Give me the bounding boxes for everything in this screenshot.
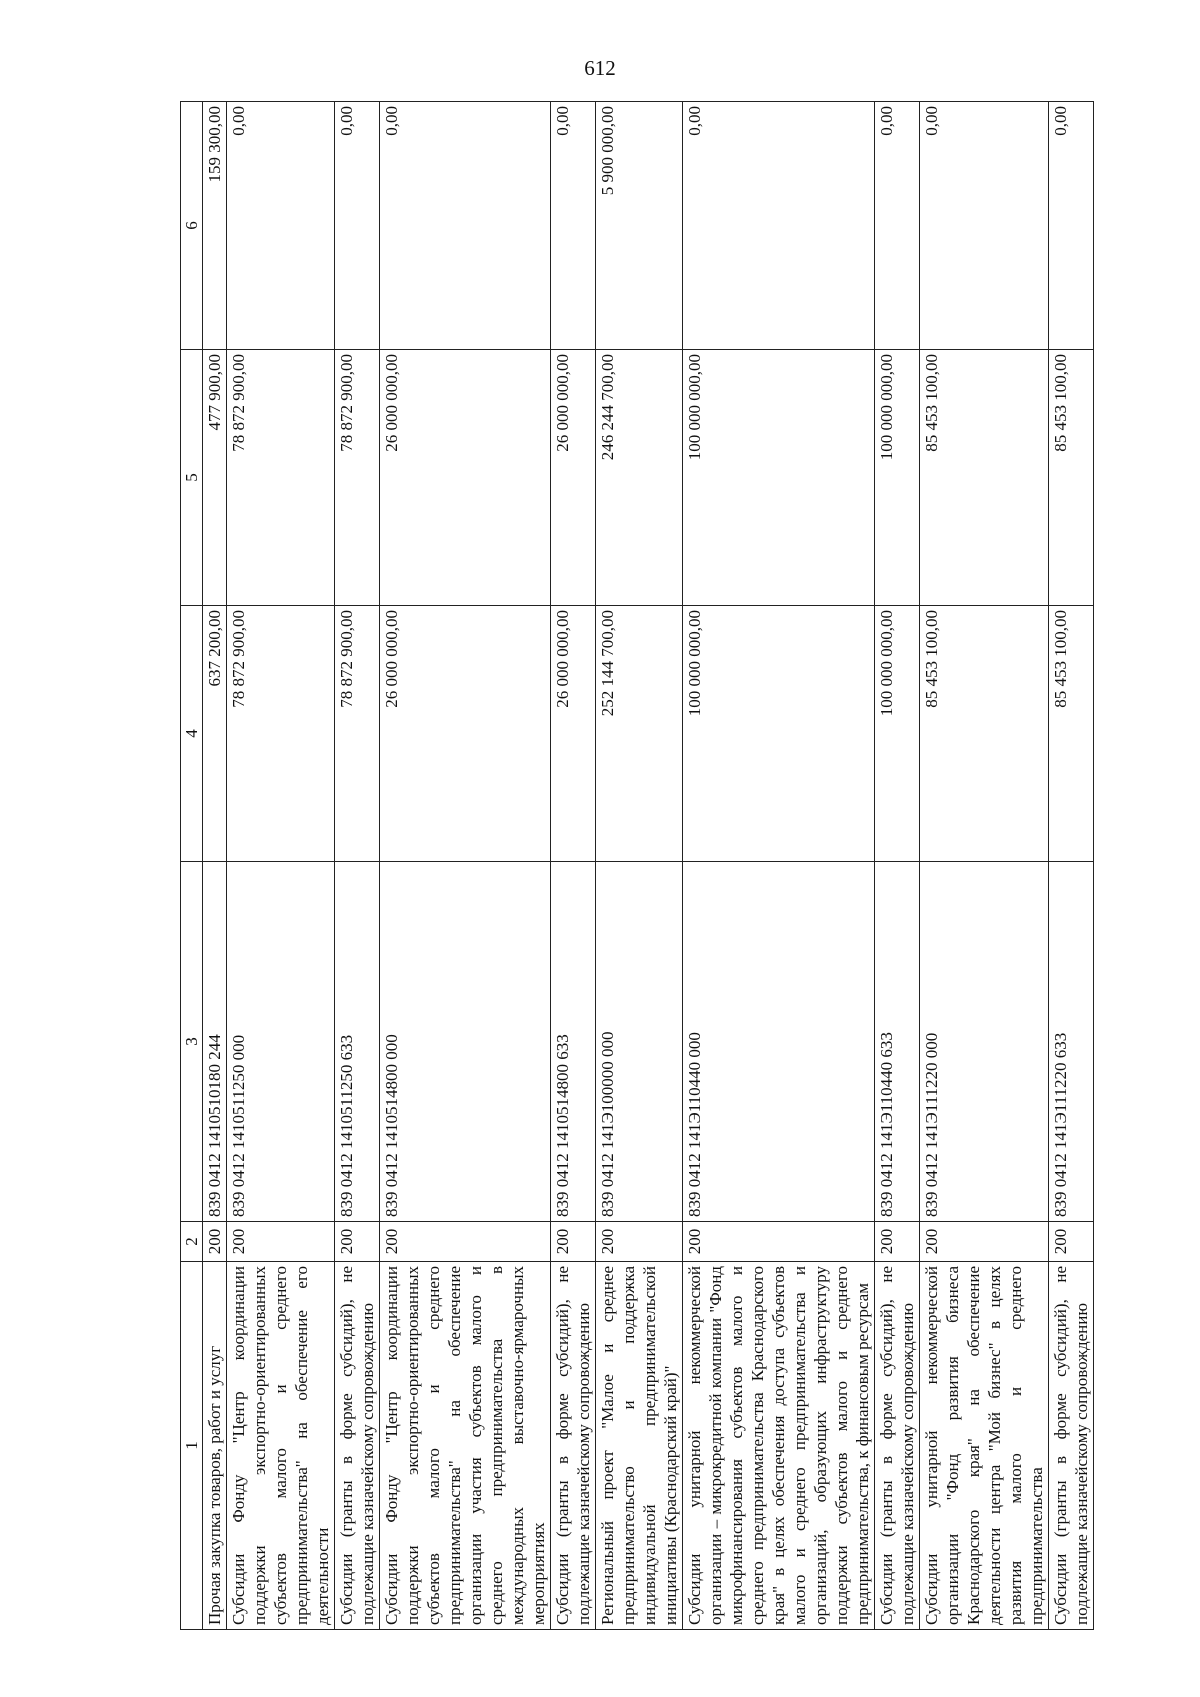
row-budget-code: 839 0412 1410514800 000 [380,862,551,1222]
table-row [875,102,920,1630]
row-col6-value: 0,00 [875,102,920,350]
table-row [683,102,875,1630]
row-admin-code: 200 [227,1222,335,1262]
row-name: Региональный проект "Малое и среднее предпринимательство и поддержка индивидуальной предпринимательской инициативы (Краснодарский край)" [596,1262,683,1630]
row-name: Субсидии (гранты в форме субсидий), не подлежащие казначейскому сопровождению [335,1262,380,1630]
row-col6-value: 0,00 [1049,102,1094,350]
row-name: Субсидии унитарной некоммерческой организации "Фонд развития бизнеса Краснодарского края" на обеспечение деятельности центра "Мой бизнес" в целях развития малого и среднего предпринимательства [920,1262,1049,1630]
row-col5-value: 26 000 000,00 [551,350,596,606]
table-row [380,102,551,1630]
header-col-3: 3 [181,862,203,1222]
row-col4-value: 85 453 100,00 [1049,606,1094,862]
row-budget-code: 839 0412 1410514800 633 [551,862,596,1222]
rotated-table-wrapper [180,102,1091,1630]
row-admin-code: 200 [1049,1222,1094,1262]
row-col4-value: 78 872 900,00 [335,606,380,862]
table-row [920,102,1049,1630]
row-budget-code: 839 0412 141Э110440 633 [875,862,920,1222]
row-budget-code: 839 0412 1410511250 000 [227,862,335,1222]
row-admin-code: 200 [920,1222,1049,1262]
row-col5-value: 100 000 000,00 [683,350,875,606]
row-name: Субсидии Фонду "Центр координации поддержки экспортно-ориентированных субъектов малого и среднего предпринимательства" на обеспечение организации участия субъектов малого и среднего предпринимательства в международных выставочно-ярмарочных мероприятиях [380,1262,551,1630]
row-budget-code: 839 0412 141Э111220 000 [920,862,1049,1222]
header-col-5: 5 [181,350,203,606]
row-name: Субсидии (гранты в форме субсидий), не подлежащие казначейскому сопровождению [875,1262,920,1630]
row-col6-value: 0,00 [380,102,551,350]
table-row [596,102,683,1630]
row-col6-value: 0,00 [551,102,596,350]
row-budget-code: 839 0412 141Э111220 633 [1049,862,1094,1222]
row-col6-value: 0,00 [335,102,380,350]
row-col4-value: 637 200,00 [203,606,227,862]
table-row [551,102,596,1630]
row-name: Субсидии Фонду "Центр координации поддержки экспортно-ориентированных субъектов малого и среднего предпринимательства" на обеспечение его деятельности [227,1262,335,1630]
row-col6-value: 5 900 000,00 [596,102,683,350]
row-col6-value: 0,00 [227,102,335,350]
row-budget-code: 839 0412 1410511250 633 [335,862,380,1222]
row-col5-value: 246 244 700,00 [596,350,683,606]
table-row [227,102,335,1630]
row-col4-value: 26 000 000,00 [380,606,551,862]
row-name: Субсидии (гранты в форме субсидий), не подлежащие казначейскому сопровождению [551,1262,596,1630]
row-admin-code: 200 [203,1222,227,1262]
header-col-2: 2 [181,1222,203,1262]
row-budget-code: 839 0412 141Э110440 000 [683,862,875,1222]
row-admin-code: 200 [596,1222,683,1262]
row-col4-value: 78 872 900,00 [227,606,335,862]
row-col5-value: 85 453 100,00 [920,350,1049,606]
row-col5-value: 78 872 900,00 [335,350,380,606]
row-name: Субсидии унитарной некоммерческой организации – микрокредитной компании "Фонд микрофинансирования субъектов малого и среднего предпринимательства Краснодарского края" в целях обеспечения доступа субъектов малого и среднего предпринимательства и организаций, образующих инфраструктуру поддержки субъектов малого и среднего предпринимательства, к финансовым ресурсам [683,1262,875,1630]
row-name: Прочая закупка товаров, работ и услуг [203,1262,227,1630]
row-admin-code: 200 [335,1222,380,1262]
row-col4-value: 85 453 100,00 [920,606,1049,862]
header-col-6: 6 [181,102,203,350]
budget-table [180,101,1094,1630]
row-budget-code: 839 0412 1410510180 244 [203,862,227,1222]
row-admin-code: 200 [875,1222,920,1262]
row-col4-value: 100 000 000,00 [875,606,920,862]
row-col5-value: 100 000 000,00 [875,350,920,606]
row-col5-value: 26 000 000,00 [380,350,551,606]
row-col6-value: 0,00 [683,102,875,350]
row-col6-value: 159 300,00 [203,102,227,350]
page-number: 612 [584,56,616,80]
table-row [335,102,380,1630]
row-budget-code: 839 0412 141Э100000 000 [596,862,683,1222]
row-admin-code: 200 [380,1222,551,1262]
row-admin-code: 200 [551,1222,596,1262]
row-name: Субсидии (гранты в форме субсидий), не подлежащие казначейскому сопровождению [1049,1262,1094,1630]
table-header-row [181,102,203,1630]
row-col4-value: 26 000 000,00 [551,606,596,862]
row-col4-value: 252 144 700,00 [596,606,683,862]
header-col-1: 1 [181,1262,203,1630]
row-col6-value: 0,00 [920,102,1049,350]
row-col4-value: 100 000 000,00 [683,606,875,862]
header-col-4: 4 [181,606,203,862]
row-col5-value: 78 872 900,00 [227,350,335,606]
table-row [1049,102,1094,1630]
row-col5-value: 85 453 100,00 [1049,350,1094,606]
table-row [203,102,227,1630]
row-admin-code: 200 [683,1222,875,1262]
row-col5-value: 477 900,00 [203,350,227,606]
